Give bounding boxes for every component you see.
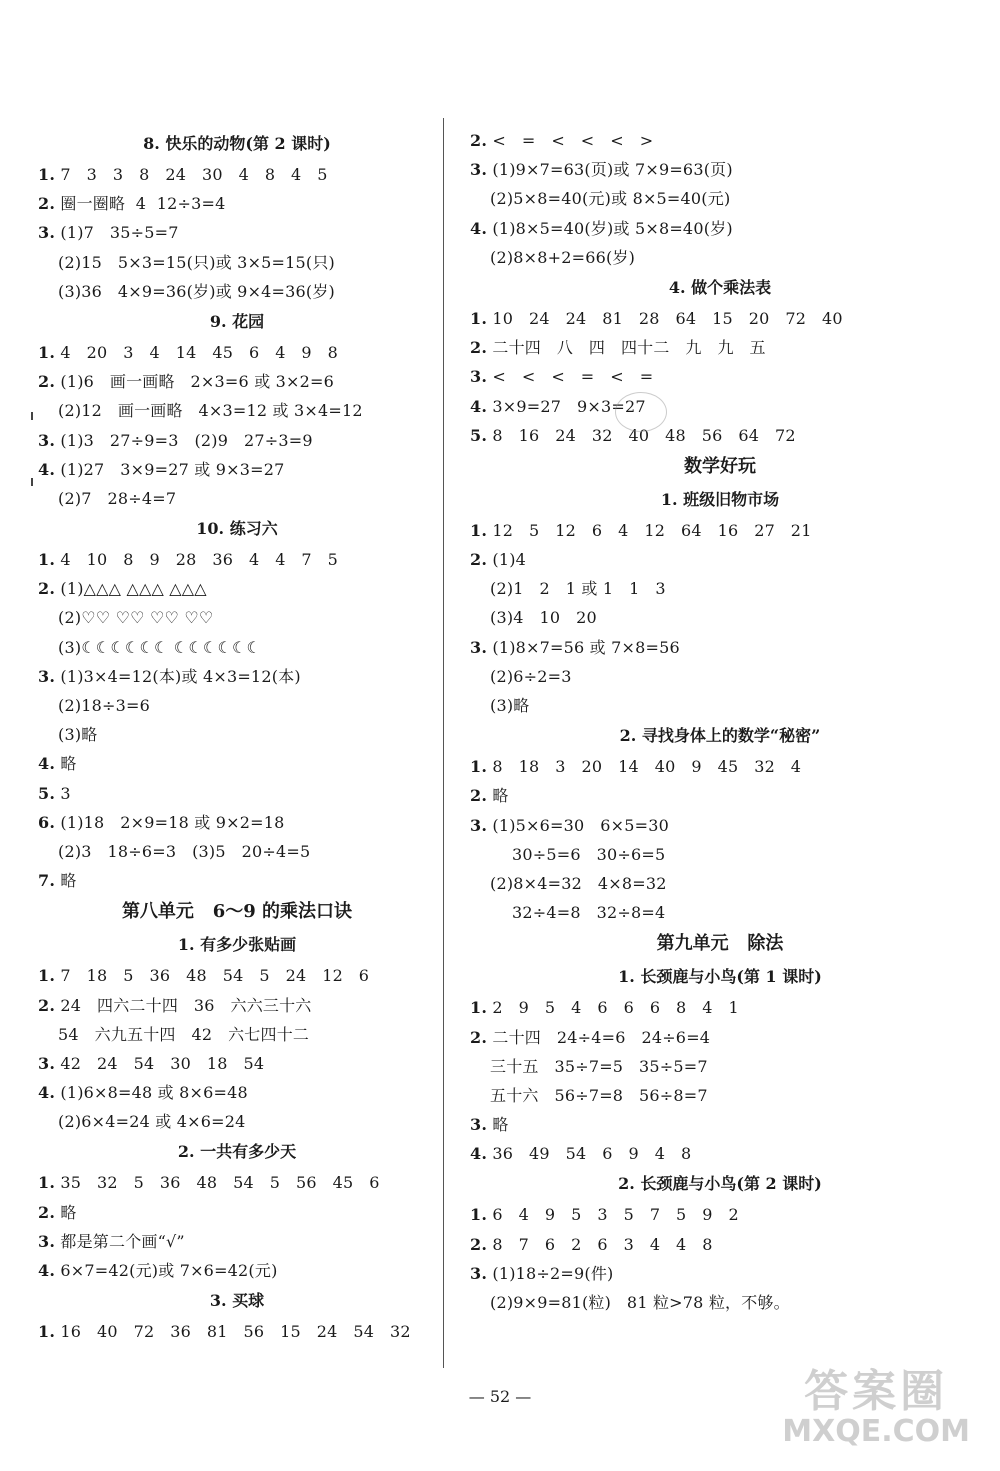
answer-text: (1)3×4=12(本)或 4×3=12(本) <box>55 666 301 686</box>
answer-text: 3×9=27 9×3=27 <box>487 396 646 416</box>
section-heading: 2. 一共有多少天 <box>177 1142 297 1162</box>
answer-subline: (2)7 28÷4=7 <box>58 488 177 508</box>
question-number: 5. <box>470 425 488 445</box>
section-heading: 1. 有多少张贴画 <box>177 935 297 955</box>
unit-heading: 第九单元 除法 <box>656 933 784 955</box>
answer-subline: (3)☾☾☾☾☾☾ ☾☾☾☾☾☾ <box>58 637 262 657</box>
answer-line <box>38 961 436 990</box>
answer-text: 16 40 72 36 81 56 15 24 54 32 <box>55 1322 411 1342</box>
answer-line <box>38 545 436 574</box>
answer-text: 35 32 5 36 48 54 5 56 45 6 <box>55 1173 380 1193</box>
answer-text: 12 5 12 6 4 12 64 16 27 21 <box>487 520 812 540</box>
question-number: 4. <box>470 218 488 238</box>
question-number: 4. <box>38 1261 56 1280</box>
answer-line <box>470 1259 970 1288</box>
answer-subline: (2)8×4=32 4×8=32 <box>490 873 667 893</box>
answer-text: (1)18 2×9=18 或 9×2=18 <box>55 812 285 832</box>
watermark-line2: MXQE.COM <box>782 1413 970 1449</box>
answer-text: 4 20 3 4 14 45 6 4 9 8 <box>55 342 339 362</box>
question-number: 7. <box>38 871 56 891</box>
question-number: 2. <box>470 131 488 150</box>
answer-text: 6×7=42(元)或 7×6=42(元) <box>55 1261 278 1280</box>
answer-text: 略 <box>487 786 509 806</box>
answer-text: 圈一圈略 4 12÷3=4 <box>55 194 226 214</box>
answer-text: (1)7 35÷5=7 <box>55 223 179 243</box>
question-number: 3. <box>470 1115 488 1135</box>
answer-text: 2 9 5 4 6 6 6 8 4 1 <box>487 998 739 1018</box>
margin-mark <box>31 478 33 486</box>
question-number: 4. <box>470 396 488 416</box>
answer-text: (1)6×8=48 或 8×6=48 <box>55 1083 248 1103</box>
watermark-line1: 答案圈 <box>804 1366 949 1418</box>
answer-text: 略 <box>55 871 77 891</box>
answer-subline: (3)略 <box>490 696 530 715</box>
answer-subline: (2)5×8=40(元)或 8×5=40(元) <box>490 189 731 209</box>
answer-subline: (2)8×8+2=66(岁) <box>490 247 636 267</box>
answer-line <box>38 866 436 895</box>
question-number: 3. <box>38 1231 56 1251</box>
answer-text: 10 24 24 81 28 64 15 20 72 40 <box>487 308 843 328</box>
section-heading: 2. 长颈鹿与小鸟(第 2 课时) <box>618 1174 822 1194</box>
answer-line <box>38 1198 436 1227</box>
answer-subline: (2)♡♡ ♡♡ ♡♡ ♡♡ <box>58 608 214 628</box>
answer-text: 8 18 3 20 14 40 9 45 32 4 <box>487 757 802 777</box>
answer-line <box>470 1110 970 1139</box>
answer-line <box>38 808 436 837</box>
answer-text: 都是第二个画“√” <box>55 1231 185 1251</box>
question-number: 1. <box>470 998 488 1018</box>
answer-subline: 五十六 56÷7=8 56÷8=7 <box>490 1085 708 1105</box>
answer-text: 4 10 8 9 28 36 4 4 7 5 <box>55 550 339 570</box>
section-heading: 1. 班级旧物市场 <box>660 489 780 509</box>
answer-line <box>38 338 436 367</box>
question-number: 1. <box>470 520 488 540</box>
answer-line <box>38 749 436 778</box>
question-number: 1. <box>470 757 488 777</box>
answer-text: 3 <box>55 783 71 803</box>
answer-subline: (2)6÷2=3 <box>490 666 572 686</box>
answer-subline: (2)18÷3=6 <box>58 696 150 715</box>
section-heading: 4. 做个乘法表 <box>668 277 772 297</box>
answer-subline: (2)3 18÷6=3 (3)5 20÷4=5 <box>58 841 311 861</box>
question-number: 2. <box>470 1234 488 1254</box>
question-number: 1. <box>470 1205 488 1225</box>
answer-line <box>38 1227 436 1256</box>
answer-line <box>38 1078 436 1107</box>
answer-subline: (2)15 5×3=15(只)或 3×5=15(只) <box>58 252 335 272</box>
question-number: 2. <box>470 338 488 358</box>
question-number: 5. <box>38 783 56 803</box>
answer-line <box>470 1230 970 1259</box>
question-number: 1. <box>38 1322 56 1342</box>
answer-text: (1)9×7=63(页)或 7×9=63(页) <box>487 160 733 180</box>
answer-text: (1)18÷2=9(件) <box>487 1263 614 1283</box>
answer-text: 24 四六二十四 36 六六三十六 <box>55 995 312 1015</box>
answer-subline: (2)6×4=24 或 4×6=24 <box>58 1112 246 1132</box>
unit-heading: 数学好玩 <box>684 455 756 477</box>
answer-line <box>38 367 436 396</box>
answer-subline: 30÷5=6 30÷6=5 <box>512 844 666 864</box>
answer-line <box>470 1023 970 1052</box>
question-number: 2. <box>38 995 56 1015</box>
question-number: 3. <box>470 367 488 387</box>
answer-text: 7 18 5 36 48 54 5 24 12 6 <box>55 966 370 986</box>
column-divider <box>443 118 444 1368</box>
question-number: 1. <box>38 966 56 986</box>
question-number: 1. <box>38 342 56 362</box>
answer-text: (1)4 <box>487 550 527 570</box>
answer-line <box>38 426 436 455</box>
answer-line <box>470 126 970 155</box>
question-number: 3. <box>38 223 56 243</box>
answer-text: 略 <box>487 1115 509 1135</box>
answer-text: 略 <box>55 754 77 774</box>
section-heading: 9. 花园 <box>209 311 265 331</box>
answer-line <box>38 455 436 484</box>
question-number: 4. <box>38 1083 56 1103</box>
answer-line <box>38 991 436 1020</box>
answer-line <box>38 662 436 691</box>
answer-subline: 三十五 35÷7=5 35÷5=7 <box>490 1056 708 1076</box>
question-number: 3. <box>470 637 488 657</box>
answer-line <box>470 214 970 243</box>
section-heading: 3. 买球 <box>209 1291 265 1311</box>
answer-subline: 32÷4=8 32÷8=4 <box>512 903 666 923</box>
answer-text: < < < = < = <box>487 367 654 387</box>
answer-text: (1)8×5=40(岁)或 5×8=40(岁) <box>487 218 733 238</box>
question-number: 2. <box>470 550 488 570</box>
answer-subline: (2)12 画一画略 4×3=12 或 3×4=12 <box>58 401 363 421</box>
section-heading: 8. 快乐的动物(第 2 课时) <box>143 134 331 153</box>
answer-subline: (3)略 <box>58 725 98 745</box>
answer-line <box>470 752 970 781</box>
answer-text: 7 3 3 8 24 30 4 8 4 5 <box>55 165 328 184</box>
question-number: 3. <box>470 1263 488 1283</box>
answer-subline: (3)36 4×9=36(岁)或 9×4=36(岁) <box>58 281 335 301</box>
answer-line <box>470 993 970 1022</box>
answer-line <box>470 1139 970 1168</box>
answer-text: (1)3 27÷9=3 (2)9 27÷3=9 <box>55 430 313 450</box>
answer-line <box>470 304 970 333</box>
question-number: 4. <box>470 1144 488 1164</box>
question-number: 2. <box>38 194 56 214</box>
answer-line <box>470 392 970 421</box>
question-number: 4. <box>38 459 56 479</box>
answer-line <box>38 1317 436 1346</box>
answer-text: 二十四 八 四 四十二 九 九 五 <box>487 338 766 358</box>
answer-text: (1)△△△ △△△ △△△ <box>55 579 207 599</box>
answer-line <box>38 218 436 247</box>
answer-text: < = < < < > <box>487 131 654 150</box>
right-column <box>470 126 970 1317</box>
section-heading: 1. 长颈鹿与小鸟(第 1 课时) <box>618 967 822 987</box>
question-number: 6. <box>38 812 56 832</box>
question-number: 4. <box>38 754 56 774</box>
answer-line <box>38 189 436 218</box>
question-number: 3. <box>38 666 56 686</box>
answer-text: 二十四 24÷4=6 24÷6=4 <box>487 1027 711 1047</box>
faded-stamp <box>615 392 667 432</box>
answer-line <box>470 545 970 574</box>
question-number: 3. <box>470 815 488 835</box>
answer-subline: 54 六九五十四 42 六七四十二 <box>58 1024 310 1044</box>
unit-heading: 第八单元 6～9 的乘法口诀 <box>121 901 353 923</box>
question-number: 2. <box>470 786 488 806</box>
answer-text: (1)27 3×9=27 或 9×3=27 <box>55 459 285 479</box>
answer-line <box>470 421 970 450</box>
answer-text: 8 16 24 32 40 48 56 64 72 <box>487 425 796 445</box>
answer-line <box>470 633 970 662</box>
left-column <box>38 128 436 1346</box>
answer-line <box>38 1256 436 1285</box>
watermark-logo <box>782 1366 970 1449</box>
answer-line <box>38 779 436 808</box>
question-number: 3. <box>38 1053 56 1073</box>
answer-line <box>470 333 970 362</box>
answer-text: (1)6 画一画略 2×3=6 或 3×2=6 <box>55 372 335 392</box>
answer-text: (1)8×7=56 或 7×8=56 <box>487 637 680 657</box>
answer-line <box>38 160 436 189</box>
question-number: 2. <box>38 579 56 599</box>
answer-line <box>38 1049 436 1078</box>
question-number: 2. <box>38 1202 56 1222</box>
answer-text: (1)5×6=30 6×5=30 <box>487 815 669 835</box>
answer-line <box>470 1200 970 1229</box>
question-number: 3. <box>470 160 488 180</box>
answer-line <box>470 155 970 184</box>
answer-line <box>470 781 970 810</box>
answer-subline: (2)1 2 1 或 1 1 3 <box>490 579 666 599</box>
answer-subline: (2)9×9=81(粒) 81 粒>78 粒，不够。 <box>490 1293 790 1312</box>
margin-mark <box>31 412 33 420</box>
question-number: 3. <box>38 430 56 450</box>
answer-line <box>38 1168 436 1197</box>
page-number: — 52 — <box>468 1387 532 1406</box>
answer-line <box>470 516 970 545</box>
answer-text: 42 24 54 30 18 54 <box>55 1053 265 1073</box>
answer-text: 6 4 9 5 3 5 7 5 9 2 <box>487 1205 739 1225</box>
question-number: 1. <box>38 1173 56 1193</box>
section-heading: 10. 练习六 <box>196 519 278 539</box>
question-number: 2. <box>38 372 56 392</box>
answer-text: 8 7 6 2 6 3 4 4 8 <box>487 1234 713 1254</box>
answer-text: 36 49 54 6 9 4 8 <box>487 1144 692 1164</box>
answer-line <box>470 362 970 391</box>
answer-text: 略 <box>55 1202 77 1222</box>
answer-subline: (3)4 10 20 <box>490 608 597 628</box>
question-number: 1. <box>38 165 56 184</box>
section-heading: 2. 寻找身体上的数学“秘密” <box>619 726 821 746</box>
question-number: 2. <box>470 1027 488 1047</box>
answer-line <box>470 811 970 840</box>
question-number: 1. <box>470 308 488 328</box>
question-number: 1. <box>38 550 56 570</box>
answer-line <box>38 574 436 603</box>
